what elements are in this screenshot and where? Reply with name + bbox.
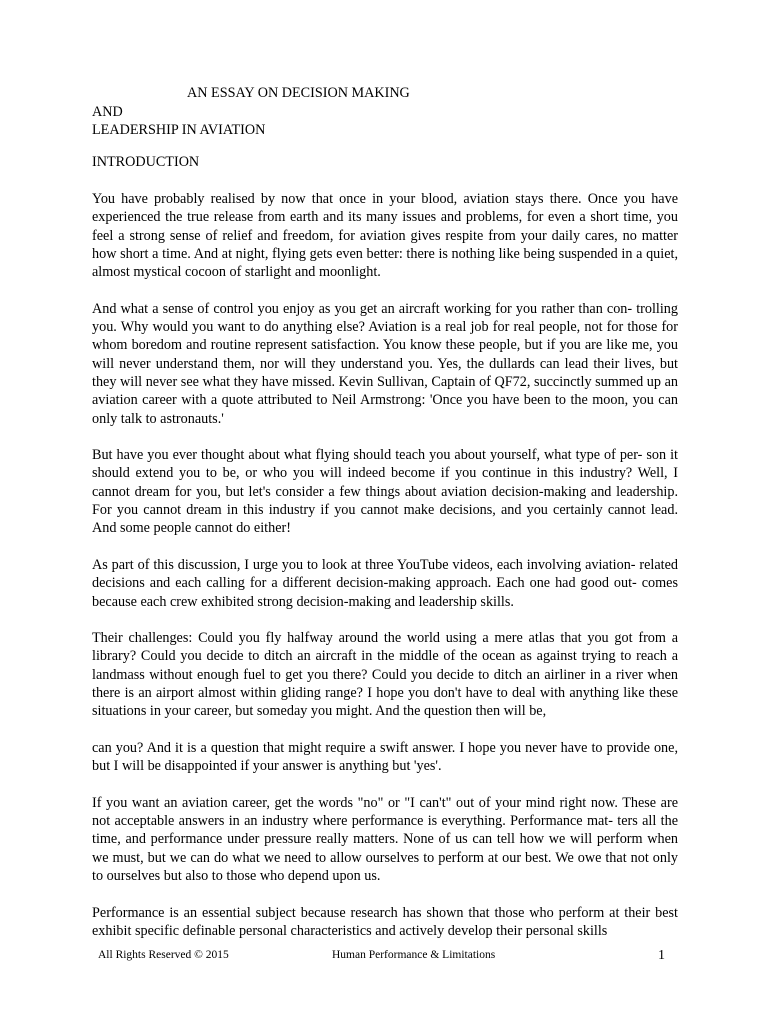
footer-copyright: All Rights Reserved © 2015 — [98, 949, 229, 961]
subtitle-line-leadership: LEADERSHIP IN AVIATION — [92, 122, 266, 138]
page-number: 1 — [658, 948, 665, 963]
paragraph: If you want an aviation career, get the words "no" or "I can't" out of your mind right now. These are not acceptable answers in an industry where performance is everything. Performance mat- ters all the time, and performance under pressure really matters. None of us can tell how we will perform when we must, but we can do what we need to allow ourselves to perform at our best. We owe that not only to ourselves but also to those who depend upon us. — [92, 794, 678, 884]
essay-subtitle — [92, 103, 265, 139]
paragraph: And what a sense of control you enjoy as you get an aircraft working for you rather than con- trolling you. Why would you want to do anything else? Aviation is a real job for real people, not for those for whom boredom and routine represent satisfaction. You know these people, but if you are like me, you will never understand them, nor will they understand you. Yes, the dullards can lead their lives, but they will never see what they have missed. Kevin Sullivan, Captain of QF72, succinctly summed up an aviation career with a quote attributed to Neil Armstrong: 'Once you have been to the moon, you can only talk to astronauts.' — [92, 300, 678, 427]
paragraph: As part of this discussion, I urge you to look at three YouTube videos, each involving aviation- related decisions and each calling for a different decision-making approach. Each one had good out- comes because each crew exhibited strong decision-making and leadership skills. — [92, 556, 678, 610]
essay-title: AN ESSAY ON DECISION MAKING — [187, 85, 410, 101]
paragraph: can you? And it is a question that might require a swift answer. I hope you never have to provide one, but I will be disappointed if your answer is anything but 'yes'. — [92, 739, 678, 775]
paragraph: You have probably realised by now that once in your blood, aviation stays there. Once you have experienced the true release from earth and its many issues and problems, for even a short time, you feel a strong sense of relief and freedom, for aviation gives respite from your daily cares, no matter how short a time. And at night, flying gets even better: there is nothing like being suspended in a quiet, almost mystical cocoon of starlight and moonlight. — [92, 191, 678, 281]
paragraph: Their challenges: Could you fly halfway around the world using a mere atlas that you got from a library? Could you decide to ditch an aircraft in the middle of the ocean as against trying to reach a landmass without enough fuel to get you there? Could you decide to ditch an airliner in a river when there is an airport almost within gliding range? I hope you don't have to deal with anything like these situations in your career, but someday you might. And the question then will be, — [92, 630, 678, 720]
paragraph: Performance is an essential subject because research has shown that those who perform at their best exhibit specific definable personal characteristics and actively develop their personal skills — [92, 904, 678, 939]
essay-body — [92, 190, 678, 958]
footer-course-title: Human Performance & Limitations — [332, 949, 496, 961]
section-heading: INTRODUCTION — [92, 154, 200, 170]
paragraph: But have you ever thought about what flying should teach you about yourself, what type of per- son it should extend you to be, or who you will indeed become if you continue in this industry? Well, I cannot dream for you, but let's consider a few things about aviation decision-making and leadership. For you cannot dream in this industry if you cannot make decisions, and you certainly cannot lead. And some people cannot do either! — [92, 447, 678, 537]
subtitle-line-and: AND — [92, 104, 123, 120]
